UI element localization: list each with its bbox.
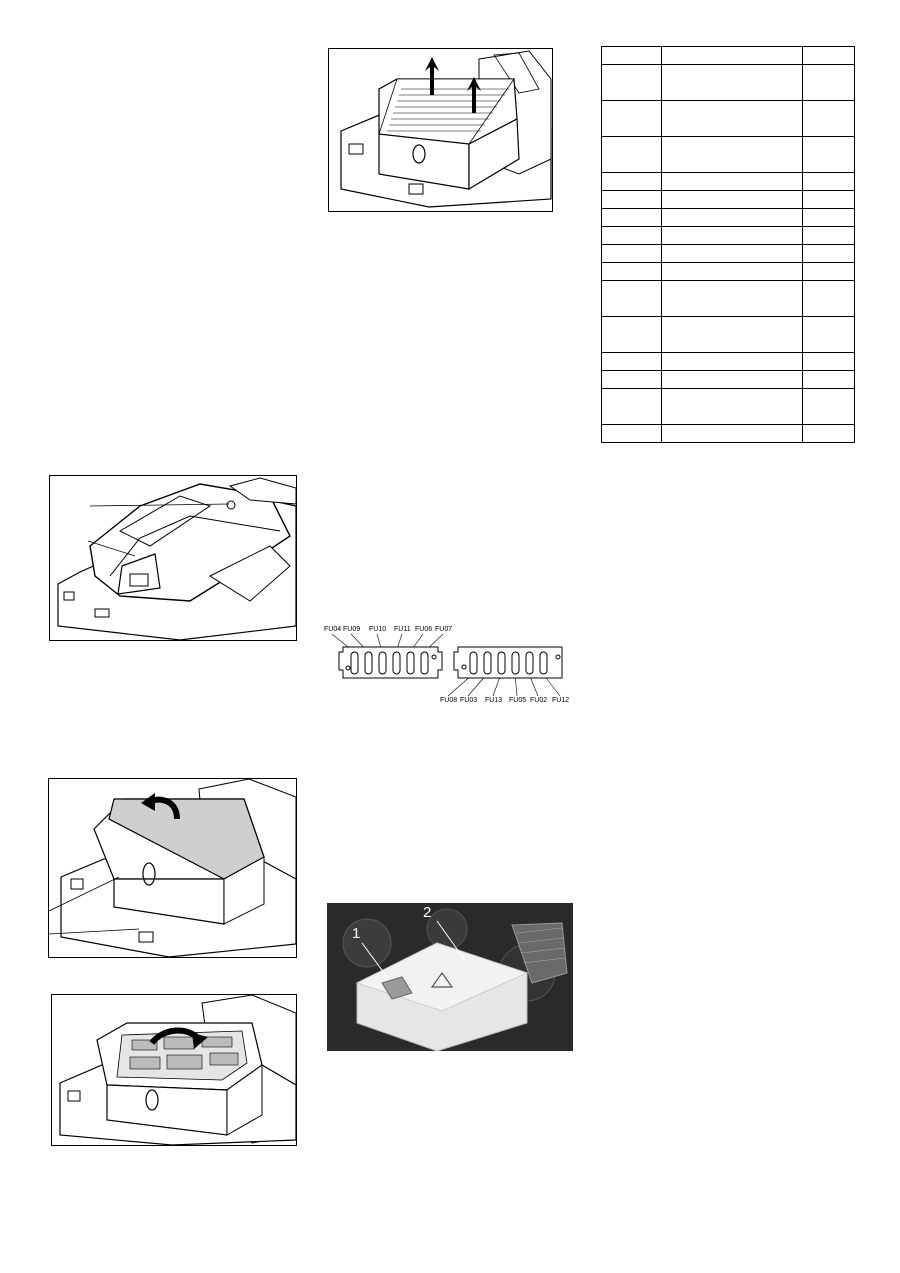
table-cell xyxy=(803,281,855,317)
fuse-label-bottom: FU12 xyxy=(552,697,570,704)
table-cell xyxy=(661,353,803,371)
fuse-diagram xyxy=(322,622,572,712)
boards-illustration xyxy=(52,995,296,1145)
table-cell xyxy=(602,371,662,389)
table-cell xyxy=(602,425,662,443)
table-cell xyxy=(803,65,855,101)
table-row xyxy=(602,137,855,173)
table-row xyxy=(602,47,855,65)
table-cell xyxy=(803,425,855,443)
table-cell xyxy=(803,101,855,137)
table-cell xyxy=(602,281,662,317)
callout-2: 2 xyxy=(423,904,432,921)
cover-open-illustration xyxy=(49,779,296,957)
table-cell xyxy=(602,245,662,263)
fuse-slot xyxy=(484,652,491,674)
table-row xyxy=(602,263,855,281)
table-cell xyxy=(803,353,855,371)
table-row xyxy=(602,173,855,191)
fuse-label-top: FU06 xyxy=(415,626,433,633)
hood-illustration xyxy=(50,476,296,640)
table-cell xyxy=(661,371,803,389)
fuse-label-bottom: FU02 xyxy=(530,697,548,704)
table-cell xyxy=(803,227,855,245)
table-cell xyxy=(602,65,662,101)
table-cell xyxy=(803,371,855,389)
table-cell xyxy=(602,209,662,227)
table-cell xyxy=(602,353,662,371)
table-cell xyxy=(803,245,855,263)
table-cell xyxy=(602,101,662,137)
table-cell xyxy=(661,227,803,245)
table-cell xyxy=(661,101,803,137)
fuse-slot xyxy=(512,652,519,674)
electrical-box-image xyxy=(327,903,573,1051)
table-cell xyxy=(661,245,803,263)
table-cell xyxy=(602,389,662,425)
table-cell xyxy=(602,173,662,191)
table-cell xyxy=(803,209,855,227)
table-row xyxy=(602,281,855,317)
table-row xyxy=(602,371,855,389)
table-cell xyxy=(803,317,855,353)
fuse-slot xyxy=(407,652,414,674)
table-cell xyxy=(803,173,855,191)
table-cell xyxy=(661,209,803,227)
filter-removal-illustration xyxy=(329,49,552,211)
fuse-label-bottom: FU03 xyxy=(460,697,478,704)
fuse-slot xyxy=(379,652,386,674)
table-cell xyxy=(661,137,803,173)
electrical-box-photo xyxy=(327,903,573,1051)
filter-removal-figure xyxy=(328,48,553,212)
fuse-label-top: FU04 xyxy=(324,626,342,633)
fuse-label-top: FU11 xyxy=(394,626,411,633)
table-cell xyxy=(661,281,803,317)
fuse-label-bottom: FU05 xyxy=(509,697,527,704)
fuse-slot xyxy=(393,652,400,674)
fuse-slot xyxy=(498,652,505,674)
table-cell xyxy=(803,263,855,281)
fuse-slot xyxy=(470,652,477,674)
fuse-label-top: FU10 xyxy=(369,626,387,633)
callout-1: 1 xyxy=(352,925,361,942)
cover-open-figure xyxy=(48,778,297,958)
fuse-label-top: FU07 xyxy=(435,626,453,633)
table-row xyxy=(602,317,855,353)
table-cell xyxy=(602,263,662,281)
table-cell xyxy=(602,47,662,65)
fuse-label-top: FU09 xyxy=(343,626,361,633)
table-cell xyxy=(661,173,803,191)
table-cell xyxy=(661,263,803,281)
fuse-slot xyxy=(365,652,372,674)
table-cell xyxy=(803,137,855,173)
table-cell xyxy=(602,137,662,173)
table-row xyxy=(602,65,855,101)
table-cell xyxy=(602,191,662,209)
table-cell xyxy=(803,191,855,209)
fuse-slot xyxy=(526,652,533,674)
table-cell xyxy=(661,317,803,353)
fuse-label-bottom: FU08 xyxy=(440,697,458,704)
table-cell xyxy=(661,389,803,425)
boards-figure xyxy=(51,994,297,1146)
table-cell xyxy=(803,389,855,425)
hood-figure xyxy=(49,475,297,641)
table-row xyxy=(602,389,855,425)
table-row xyxy=(602,101,855,137)
table-cell xyxy=(661,47,803,65)
fuse-slot xyxy=(421,652,428,674)
table-cell xyxy=(661,65,803,101)
table-cell xyxy=(602,227,662,245)
table-row xyxy=(602,425,855,443)
table-row xyxy=(602,353,855,371)
table-row xyxy=(602,191,855,209)
table-row xyxy=(602,245,855,263)
fuse-table xyxy=(601,46,855,443)
table-cell xyxy=(661,191,803,209)
table-row xyxy=(602,227,855,245)
fuse-label-bottom: FU13 xyxy=(485,697,503,704)
fuse-slot xyxy=(540,652,547,674)
fuse-slot xyxy=(351,652,358,674)
table-cell xyxy=(602,317,662,353)
table-cell xyxy=(803,47,855,65)
table-row xyxy=(602,209,855,227)
table-cell xyxy=(661,425,803,443)
